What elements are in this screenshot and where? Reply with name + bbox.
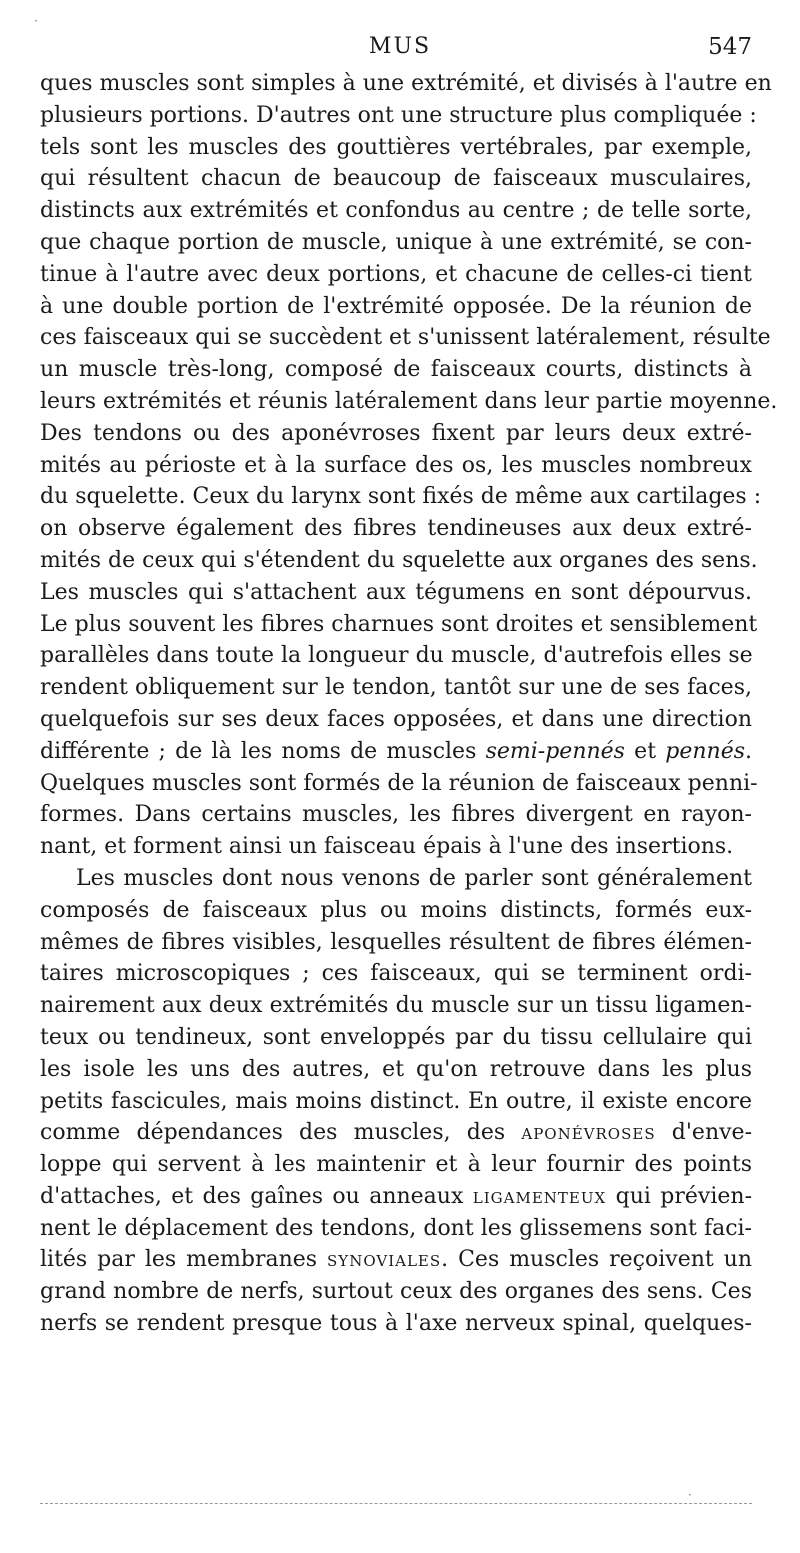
text-line-with-italics: différente ; de là les noms de muscles semi-pennés et pennés. (40, 738, 752, 764)
small-caps-term: aponévroses (521, 1120, 656, 1146)
text-segment: et (634, 738, 657, 764)
text-line: un muscle très-long, composé de faisceaux courts, distincts à (40, 357, 752, 383)
text-line: taires microscopiques ; ces faisceaux, qui se terminent ordi- (40, 961, 752, 987)
text-line: nent le déplacement des tendons, dont les glissemens sont faci- (40, 1215, 752, 1241)
text-line: Le plus souvent les fibres charnues sont droites et sensiblement (40, 611, 758, 637)
text-line: grand nombre de nerfs, surtout ceux des organes des sens. Ces (40, 1279, 752, 1305)
paragraph-start-line: Les muscles dont nous venons de parler sont généralement (76, 865, 752, 891)
text-segment: . Ces muscles reçoivent un (441, 1247, 753, 1273)
text-segment: qui prévien- (615, 1183, 752, 1209)
text-line: teux ou tendineux, sont enveloppés par du tissu cellulaire qui (40, 1024, 752, 1050)
page-header (40, 34, 760, 64)
text-line: nerfs se rendent presque tous à l'axe nerveux spinal, quelques- (40, 1311, 752, 1337)
text-line: composés de faisceaux plus ou moins distincts, formés eux- (40, 897, 752, 923)
text-line: ques muscles sont simples à une extrémité, et divisés à l'autre en (40, 71, 772, 96)
text-line: Quelques muscles sont formés de la réunion de faisceaux penni- (40, 770, 758, 796)
text-line: plusieurs portions. D'autres ont une structure plus compliquée : (40, 102, 757, 128)
text-line: parallèles dans toute la longueur du muscle, d'autrefois elles se (40, 643, 753, 669)
footer-dotted-rule (40, 1503, 752, 1504)
text-line: quelquefois sur ses deux faces opposées, et dans une direction (40, 706, 752, 732)
text-line: on observe également des fibres tendineuses aux deux extré- (40, 516, 752, 542)
text-line: Les muscles qui s'attachent aux tégumens en sont dépourvus. (40, 579, 752, 605)
text-line: petits fascicules, mais moins distinct. En outre, il existe encore (40, 1088, 752, 1114)
small-caps-term: ligamenteux (472, 1183, 607, 1209)
text-line: les isole les uns des autres, et qu'on retrouve dans les plus (40, 1056, 752, 1082)
text-line-with-small-caps (40, 1117, 752, 1149)
text-line: à une double portion de l'extrémité opposée. De la réunion de (40, 293, 752, 319)
text-line: mités de ceux qui s'étendent du squelette aux organes des sens. (40, 547, 758, 573)
text-line: Des tendons ou des aponévroses fixent par leurs deux extré- (40, 420, 752, 446)
text-segment: d'enve- (671, 1120, 752, 1146)
text-segment: différente ; de là les noms de muscles (40, 738, 477, 764)
text-line: mités au périoste et à la surface des os, les muscles nombreux (40, 452, 752, 478)
text-line-with-small-caps (40, 1244, 752, 1276)
text-line: rendent obliquement sur le tendon, tantôt sur une de ses faces, (40, 675, 752, 701)
text-line: ces faisceaux qui se succèdent et s'unissent latéralement, résulte (40, 325, 771, 351)
text-line: distincts aux extrémités et confondus au centre ; de telle sorte, (40, 198, 752, 224)
small-caps-term: synoviales (327, 1247, 442, 1273)
text-line: leurs extrémités et réunis latéralement dans leur partie moyenne. (40, 388, 778, 414)
text-line: mêmes de fibres visibles, lesquelles résultent de fibres élémen- (40, 929, 752, 955)
italic-term: pennés (665, 738, 745, 764)
text-line: nant, et forment ainsi un faisceau épais à l'une des insertions. (40, 834, 734, 860)
page-number: 547 (708, 34, 752, 60)
text-line: que chaque portion de muscle, unique à une extrémité, se con- (40, 229, 752, 255)
speck-mark: · (34, 14, 38, 28)
text-line: nairement aux deux extrémités du muscle sur un tissu ligamen- (40, 993, 752, 1019)
running-head: MUS (368, 34, 432, 59)
text-line: qui résultent chacun de beaucoup de faisceaux musculaires, (40, 166, 752, 192)
text-line: formes. Dans certains muscles, les fibres divergent en rayon- (40, 802, 752, 828)
text-segment: d'attaches, et des gaînes ou anneaux (40, 1183, 464, 1209)
text-line: loppe qui servent à les maintenir et à leur fournir des points (40, 1152, 752, 1178)
speck-mark: · (688, 1488, 692, 1502)
text-line: du squelette. Ceux du larynx sont fixés de même aux cartilages : (40, 484, 762, 510)
italic-term: semi-pennés (485, 738, 625, 764)
text-line-with-small-caps (40, 1181, 752, 1213)
text-line: tels sont les muscles des gouttières vertébrales, par exemple, (40, 134, 752, 160)
text-line: tinue à l'autre avec deux portions, et chacune de celles-ci tient (40, 261, 752, 287)
text-segment: lités par les membranes (40, 1247, 318, 1273)
body-text (40, 68, 778, 1340)
text-segment: comme dépendances des muscles, des (40, 1120, 506, 1146)
